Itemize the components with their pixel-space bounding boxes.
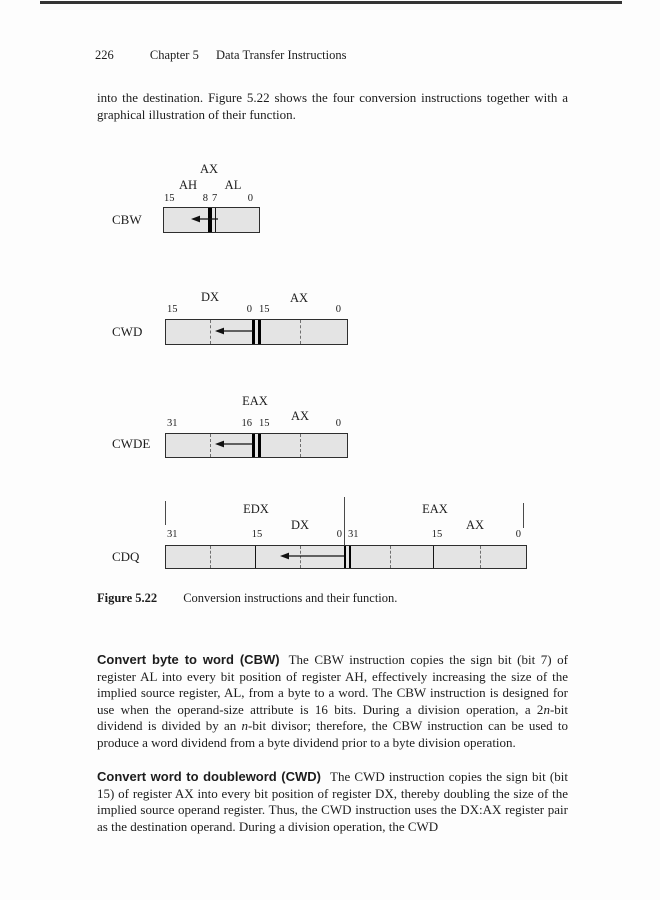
cwde-bit-31: 31: [167, 418, 178, 429]
cwde-divider-right-line: [258, 434, 261, 457]
figure-caption-label: Figure 5.22: [97, 591, 158, 605]
cbw-bit-8: 8: [202, 193, 208, 204]
cdq-left-edge-tick: [165, 501, 166, 525]
paragraph-cbw-body: The CBW instruction copies the sign bit (bit 7) of register AL into every bit position of register AH, effectively increasing the size of the implied source register, AL, from a byte to a word. The CBW instruction is designed for use when the operand-size attribute is 16 bits. During a division operation, a 2n-bit dividend is divided by an n-bit divisor; therefore, the CBW instruction can be used to produce a word dividend from a byte dividend prior to a byte division operation.: [97, 652, 568, 750]
cwd-ax-bit-0: 0: [335, 304, 341, 315]
cwd-mnemonic-label: CWD: [112, 324, 143, 339]
cdq-eax-bit-0: 0: [515, 529, 521, 540]
cwde-bit-15: 15: [259, 418, 270, 429]
cdq-edx-bit-15: 15: [251, 529, 263, 540]
paragraph-cbw: [97, 652, 568, 752]
cwd-divider-right-line: [258, 320, 261, 344]
cbw-bit-7: 7: [212, 193, 218, 204]
cdq-reg-ax-label: AX: [465, 518, 485, 532]
cbw-bit-15: 15: [164, 193, 175, 204]
chapter-title: Data Transfer Instructions: [215, 48, 347, 62]
cdq-eax-bit-15: 15: [431, 529, 443, 540]
page-header: [95, 48, 347, 63]
cdq-dashed-line-1: [210, 546, 211, 568]
paragraph-cbw-heading: Convert byte to word (CBW): [97, 652, 280, 667]
cdq-edx-bit16-line: [255, 546, 256, 568]
cdq-mnemonic-label: CDQ: [112, 549, 140, 564]
page-number: 226: [95, 48, 114, 62]
paragraph-cwd-heading: Convert word to doubleword (CWD): [97, 769, 321, 784]
cwd-ax-bit-15: 15: [259, 304, 270, 315]
cdq-dashed-line-3: [390, 546, 391, 568]
cwd-dx-bit-15: 15: [167, 304, 178, 315]
cdq-reg-eax-label: EAX: [422, 502, 448, 516]
cdq-eax-bit16-line: [433, 546, 434, 568]
paragraph-cwd: [97, 769, 568, 835]
cwd-reg-ax-label: AX: [289, 291, 309, 305]
cdq-reg-edx-label: EDX: [243, 502, 269, 516]
cdq-divider-right-line: [349, 546, 352, 568]
scan-edge-line: [40, 1, 622, 4]
cwde-bit-0: 0: [335, 418, 341, 429]
cwd-reg-dx-label: DX: [200, 290, 220, 304]
cdq-dashed-line-4: [480, 546, 481, 568]
cwde-register-box: [165, 433, 348, 458]
intro-paragraph: into the destination. Figure 5.22 shows the four conversion instructions together with a graphical illustration of their function.: [97, 90, 568, 122]
cbw-reg-ah-label: AH: [178, 178, 198, 192]
paragraph-cwd-body: The CWD instruction copies the sign bit (bit 15) of register AX into every bit position of register DX, thereby doubling the size of the implied source operand register. Thus, the CWD instruction uses the DX:AX register pair as the destination operand. During a division operation, the CWD: [97, 769, 568, 834]
cwde-sign-extend-arrow: [215, 439, 253, 449]
cwde-reg-eax-label: EAX: [242, 394, 268, 408]
figure-caption: [97, 591, 397, 606]
cwd-dx-bit-0: 0: [246, 304, 252, 315]
cwd-dx-mid-dashed-line: [210, 320, 211, 344]
cdq-edx-bit-31: 31: [167, 529, 178, 540]
cwd-ax-mid-dashed-line: [300, 320, 301, 344]
cdq-edx-bit-0: 0: [336, 529, 342, 540]
chapter-label: Chapter 5: [149, 48, 199, 62]
cbw-bit-0: 0: [247, 193, 253, 204]
cdq-reg-dx-label: DX: [290, 518, 310, 532]
cbw-mnemonic-label: CBW: [112, 212, 142, 227]
cdq-eax-bit-31: 31: [348, 529, 359, 540]
cwde-bit-16: 16: [241, 418, 252, 429]
cwde-mnemonic-label: CWDE: [112, 436, 151, 451]
cbw-reg-al-label: AL: [224, 178, 242, 192]
cdq-register-box: [165, 545, 527, 569]
cwde-high-mid-dashed-line: [210, 434, 211, 457]
cwde-low-mid-dashed-line: [300, 434, 301, 457]
cwde-reg-ax-label: AX: [290, 409, 310, 423]
cdq-middle-divider-tick: [344, 497, 345, 545]
cbw-sign-extend-arrow: [191, 214, 218, 224]
cbw-reg-ax-label: AX: [199, 162, 219, 176]
cdq-right-edge-tick: [523, 503, 524, 528]
cwd-register-box: [165, 319, 348, 345]
cwd-sign-extend-arrow: [215, 326, 253, 336]
cdq-sign-extend-arrow: [280, 551, 344, 561]
figure-caption-text: Conversion instructions and their function.: [183, 591, 398, 605]
